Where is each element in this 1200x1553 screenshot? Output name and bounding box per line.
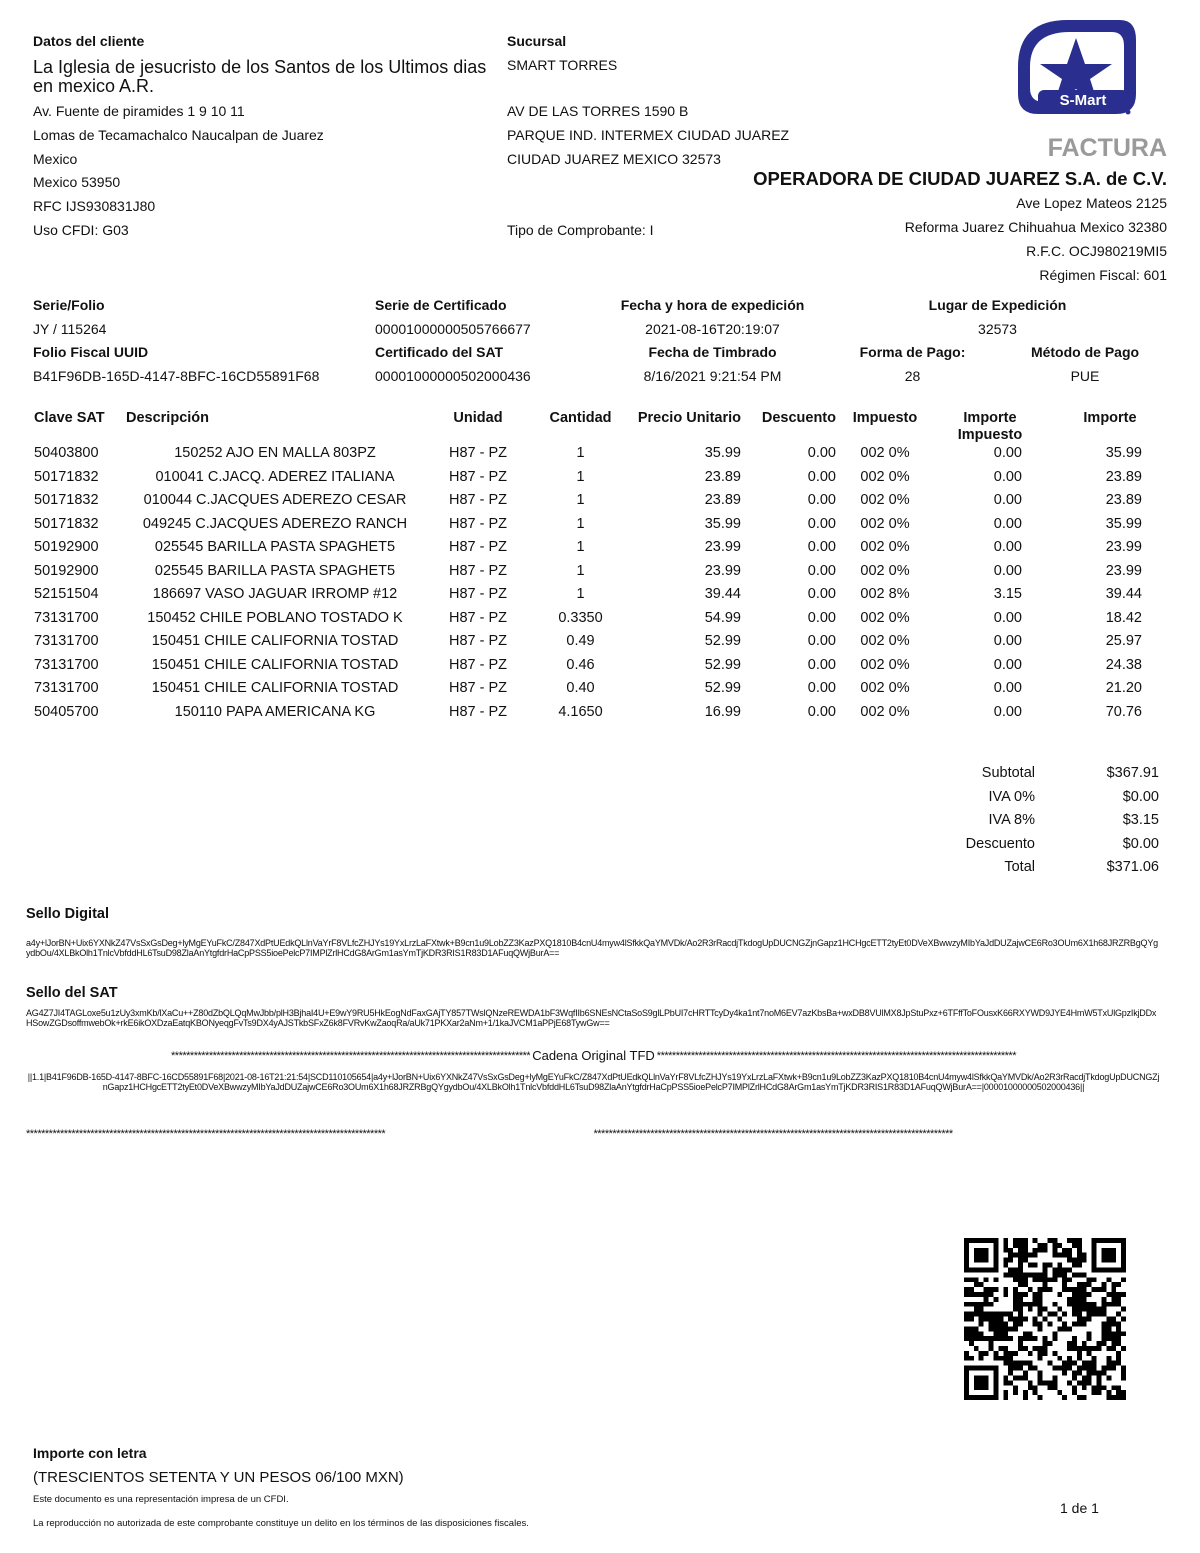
total-label: Descuento [965, 835, 1035, 852]
cell-clave: 50171832 [34, 468, 99, 485]
cell-clave: 73131700 [34, 633, 99, 649]
total-label: IVA 8% [988, 812, 1035, 828]
total-row [900, 787, 1165, 811]
cell-clave: 50403800 [34, 445, 99, 461]
col-importe-impuesto: Importe Impuesto [957, 410, 1023, 443]
uuid-label: Folio Fiscal UUID [33, 344, 149, 360]
cell-clave: 50192900 [34, 539, 99, 555]
cell-descuento: 0.00 [807, 515, 836, 532]
cell-descuento: 0.00 [807, 703, 836, 720]
issuer-rfc: R.F.C. OCJ980219MI5 [1026, 243, 1167, 259]
issuer-name: OPERADORA DE CIUDAD JUAREZ S.A. de C.V. [753, 168, 1167, 189]
cell-descuento: 0.00 [807, 609, 836, 626]
cell-importe: 18.42 [1105, 609, 1142, 626]
table-row [30, 634, 1170, 658]
cell-descuento: 0.00 [807, 468, 836, 485]
cell-cantidad: 0.46 [566, 656, 595, 673]
metodo-pago-value: PUE [1070, 368, 1100, 384]
total-row [900, 763, 1165, 787]
cert-sat-label: Certificado del SAT [375, 344, 504, 360]
logo-text: S-Mart [1059, 92, 1107, 109]
cell-importe-impuesto: 0.00 [993, 515, 1022, 532]
cell-impuesto: 002 8% [860, 586, 910, 602]
total-row [900, 810, 1165, 834]
cell-precio: 52.99 [704, 656, 741, 673]
client-heading: Datos del cliente [33, 33, 145, 49]
cell-impuesto: 002 0% [860, 609, 910, 626]
cell-descuento: 0.00 [807, 586, 836, 602]
cell-importe-impuesto: 0.00 [993, 445, 1022, 461]
cell-descuento: 0.00 [807, 445, 836, 461]
table-row [30, 493, 1170, 517]
cell-precio: 52.99 [704, 633, 741, 649]
client-country: Mexico [33, 151, 78, 167]
cell-impuesto: 002 0% [860, 515, 910, 532]
table-row [30, 705, 1170, 729]
cell-descuento: 0.00 [807, 562, 836, 579]
cell-descripcion: 150451 CHILE CALIFORNIA TOSTAD [151, 656, 399, 673]
importe-letra-label: Importe con letra [33, 1445, 147, 1461]
branch-address3: CIUDAD JUAREZ MEXICO 32573 [507, 151, 721, 167]
cell-impuesto: 002 0% [860, 539, 910, 555]
lugar-value: 32573 [978, 321, 1017, 337]
cfdi-note: Este documento es una representación impresa de un CFDI. [33, 1494, 289, 1505]
timbrado-value: 8/16/2021 9:21:54 PM [643, 368, 782, 384]
sello-digital-text: a4y+lJorBN+Uix6YXNkZ47VsSxGsDeg+lyMgEYuFkC/Z847XdPtUEdkQLlnVaYrF8VLfcZHJYs19YxLrzLaFXtwk+B9cn1u9LobZZ3KazPXQ1810B4cnU4myw4lSfkkQaYMVDk/Ao2R3rRacdjTkdogUpDUCNGZjnGapz1HCHgcETT2tyEt0DVeXBwwzyMIbYaJdDUZajwCE6Ro3OUm6X1h68JRZRBgQYgydbOu/4XLBkOlh1TnlcVbfddHL6TsuD98ZlaAnYtgfdrHaCpPSS5ioePelcP7IMPlZrlHCdG8ArGm1asYmTjKDR3RIS1R83D1AFuqQWjBurA== [26, 938, 1158, 958]
cell-precio: 23.99 [704, 539, 741, 555]
cell-unidad: H87 - PZ [448, 703, 507, 720]
cadena-footer [26, 1128, 1161, 1140]
cell-clave: 73131700 [34, 609, 99, 626]
cell-precio: 54.99 [704, 609, 741, 626]
cell-cantidad: 0.40 [566, 680, 595, 696]
cell-precio: 16.99 [704, 703, 741, 720]
fecha-label: Fecha y hora de expedición [620, 297, 805, 313]
cell-unidad: H87 - PZ [448, 633, 507, 649]
table-row [30, 611, 1170, 635]
page-number: 1 de 1 [1060, 1500, 1099, 1516]
cadena-label: Cadena Original TFD [532, 1048, 655, 1063]
total-row [900, 857, 1165, 881]
cell-importe-impuesto: 0.00 [993, 468, 1022, 485]
cell-clave: 50171832 [34, 515, 99, 532]
cell-impuesto: 002 0% [860, 703, 910, 720]
table-row [30, 564, 1170, 588]
cadena-header [26, 1048, 1161, 1063]
cell-importe: 23.99 [1105, 539, 1142, 555]
cell-descuento: 0.00 [807, 539, 836, 555]
cell-importe-impuesto: 0.00 [993, 656, 1022, 673]
client-name: La Iglesia de jesucristo de los Santos de los Ultimos dias en mexico A.R. [33, 57, 487, 96]
cell-impuesto: 002 0% [860, 656, 910, 673]
lugar-label: Lugar de Expedición [928, 297, 1067, 313]
cell-cantidad: 0.49 [566, 633, 595, 649]
cell-importe-impuesto: 0.00 [993, 609, 1022, 626]
total-label: Total [1004, 859, 1035, 875]
serie-folio-value: JY / 115264 [33, 321, 107, 337]
cell-importe-impuesto: 0.00 [993, 562, 1022, 579]
cell-importe: 23.89 [1105, 492, 1142, 508]
cell-cantidad: 1 [576, 539, 585, 555]
client-address2: Lomas de Tecamachalco Naucalpan de Juarez [33, 127, 324, 143]
cert-label: Serie de Certificado [375, 297, 507, 313]
cell-descripcion: 150451 CHILE CALIFORNIA TOSTAD [151, 680, 399, 696]
cell-precio: 23.89 [704, 492, 741, 508]
cell-descuento: 0.00 [807, 656, 836, 673]
cell-precio: 35.99 [704, 445, 741, 461]
cell-importe-impuesto: 0.00 [993, 492, 1022, 508]
cell-importe-impuesto: 3.15 [993, 586, 1022, 602]
stars-left: *********************************************************************************************** [171, 1049, 531, 1062]
cert-sat-value: 00001000000502000436 [375, 368, 531, 384]
col-precio: Precio Unitario [637, 410, 741, 426]
cell-unidad: H87 - PZ [448, 680, 507, 696]
total-label: IVA 0% [988, 788, 1035, 805]
importe-letra-value: (TRESCIENTOS SETENTA Y UN PESOS 06/100 MXN) [33, 1469, 404, 1486]
cell-descripcion: 049245 C.JACQUES ADEREZO RANCH [142, 515, 408, 532]
cell-importe: 25.97 [1105, 633, 1142, 649]
cell-unidad: H87 - PZ [448, 562, 507, 579]
client-address1: Av. Fuente de piramides 1 9 10 11 [33, 103, 245, 119]
fecha-value: 2021-08-16T20:19:07 [645, 321, 780, 337]
qr-code [964, 1238, 1126, 1400]
table-row [30, 540, 1170, 564]
issuer-regimen: Régimen Fiscal: 601 [1039, 267, 1167, 283]
items-header-row [30, 408, 1170, 446]
cell-descripcion: 025545 BARILLA PASTA SPAGHET5 [154, 562, 396, 579]
stars-right: *********************************************************************************************** [656, 1049, 1016, 1062]
cell-cantidad: 4.1650 [558, 703, 603, 720]
total-row [900, 834, 1165, 858]
cell-cantidad: 1 [576, 492, 585, 508]
branch-address1: AV DE LAS TORRES 1590 B [507, 103, 689, 119]
total-value: $367.91 [1106, 765, 1159, 781]
serie-folio-label: Serie/Folio [33, 297, 105, 313]
col-impuesto: Impuesto [852, 410, 918, 426]
cell-importe: 24.38 [1105, 656, 1142, 673]
cell-impuesto: 002 0% [860, 633, 910, 649]
sello-sat-text: AG4Z7JI4TAGLoxe5u1zUy3xmKb/lXaCu++Z80dZbQLQqMwJbb/plH3BjhaI4U+E9wY9RU5HkEogNdFaxGAjTY857TWslQNzeREWDA1bF3WqfIIb6SNEsNCtaSoS9glLPbUI7cHRTTcyDy4ka1nt7noM6EV7azKbsBa+wxDB8VUlMX8JpStuPxz+6TFffToFOusxK66RXYWD9JYE4HmW5TxUlGpzIkjDDxHSowZGDsoffmwebOk+rkE6ikOXDzaEatqKBONyeqgFvTs9DX4yAJSTkbSFxZ6k8FVRvKwZaoqRa/aUk71PKXar2aNm+1/1kaJVCM1aPPjE68TywGw== [26, 1008, 1157, 1028]
cadena-text: ||1.1|B41F96DB-165D-4147-8BFC-16CD55891F68|2021-08-16T21:21:54|SCD110105654|a4y+lJorBN+Uix6YXNkZ47VsSxGsDeg+lyMgEYuFkC/Z847XdPtUEdkQLlnVaYrF8VLfcZHJYs19YxLrzLaFXtwk+B9cn1u9LobZZ3KazPXQ1810B4cnU4myw4lSfkkQaYMVDk/Ao2R3rRacdjTkdogUpDUCNGZjnGapz1HCHgcETT2tyEt0DVeXBwwzyMIbYaJdDUZajwCE6Ro3OUm6X1h68JRZRBgQYgydbOu/4XLBkOlh1TnlcVbfddHL6TsuD98ZlaAnYtgfdrHaCpPSS5ioePelcP7IMPlZrlHCdG8ArGm1asYmTjKDR3RIS1R83D1AFuqQWjBurA==|00001000000502000436|| [27, 1072, 1160, 1092]
cell-impuesto: 002 0% [860, 562, 910, 579]
metodo-pago-label: Método de Pago [1030, 344, 1140, 360]
sello-digital-label: Sello Digital [26, 906, 109, 922]
stars-bottom-right: *********************************************************************************************** [593, 1128, 953, 1140]
cell-descripcion: 150110 PAPA AMERICANA KG [174, 703, 376, 720]
cell-importe: 35.99 [1105, 515, 1142, 532]
cell-descripcion: 186697 VASO JAGUAR IRROMP #12 [152, 586, 398, 602]
col-descripcion: Descripción [126, 410, 209, 426]
cell-unidad: H87 - PZ [448, 609, 507, 626]
cell-importe: 35.99 [1105, 445, 1142, 461]
legal-note: La reproducción no autorizada de este comprobante constituye un delito en los términos de las disposiciones fiscales. [33, 1518, 529, 1529]
forma-pago-label: Forma de Pago: [859, 344, 966, 360]
cell-precio: 23.89 [704, 468, 741, 485]
doc-type-label: FACTURA [1047, 134, 1167, 162]
total-value: $0.00 [1122, 788, 1159, 805]
total-label: Subtotal [981, 765, 1035, 781]
cell-descripcion: 150252 AJO EN MALLA 803PZ [174, 445, 376, 461]
client-uso-cfdi: Uso CFDI: G03 [33, 222, 129, 238]
table-row [30, 517, 1170, 541]
forma-pago-value: 28 [904, 368, 921, 384]
cell-importe: 21.20 [1105, 680, 1142, 696]
branch-address2: PARQUE IND. INTERMEX CIUDAD JUAREZ [507, 127, 790, 143]
cell-importe: 23.99 [1105, 562, 1142, 579]
cell-impuesto: 002 0% [860, 680, 910, 696]
col-descuento: Descuento [761, 410, 836, 426]
table-row [30, 446, 1170, 470]
cell-unidad: H87 - PZ [448, 586, 507, 602]
cell-clave: 73131700 [34, 656, 99, 673]
smart-logo [1008, 12, 1140, 122]
total-value: $0.00 [1122, 835, 1159, 852]
cell-impuesto: 002 0% [860, 468, 910, 485]
cell-descripcion: 150451 CHILE CALIFORNIA TOSTAD [151, 633, 399, 649]
cell-descripcion: 150452 CHILE POBLANO TOSTADO K [147, 609, 403, 626]
branch-name: SMART TORRES [507, 57, 618, 73]
client-rfc: RFC IJS930831J80 [33, 198, 156, 214]
cell-cantidad: 1 [576, 586, 585, 602]
totals-block [900, 763, 1165, 881]
cell-importe: 23.89 [1105, 468, 1142, 485]
cell-impuesto: 002 0% [860, 492, 910, 508]
sello-sat-label: Sello del SAT [26, 985, 118, 1001]
cell-clave: 50192900 [34, 562, 99, 579]
tipo-comprobante: Tipo de Comprobante: I [507, 222, 654, 238]
table-row [30, 587, 1170, 611]
total-value: $3.15 [1122, 812, 1159, 828]
col-importe: Importe [1083, 410, 1137, 426]
cell-cantidad: 1 [576, 562, 585, 579]
cert-value: 00001000000505766677 [375, 321, 531, 337]
client-city: Mexico 53950 [33, 174, 121, 190]
col-clave: Clave SAT [34, 410, 105, 426]
cell-clave: 50405700 [34, 703, 99, 720]
cell-precio: 52.99 [704, 680, 741, 696]
col-unidad: Unidad [453, 410, 503, 426]
issuer-address2: Reforma Juarez Chihuahua Mexico 32380 [904, 219, 1167, 235]
cell-unidad: H87 - PZ [448, 468, 507, 485]
cell-unidad: H87 - PZ [448, 656, 507, 673]
cell-importe-impuesto: 0.00 [993, 539, 1022, 555]
total-value: $371.06 [1106, 859, 1159, 875]
cell-precio: 35.99 [704, 515, 741, 532]
cell-importe: 39.44 [1105, 586, 1142, 602]
cell-cantidad: 0.3350 [558, 609, 603, 626]
cell-cantidad: 1 [576, 515, 585, 532]
cell-impuesto: 002 0% [860, 445, 910, 461]
cell-clave: 52151504 [34, 586, 99, 602]
table-row [30, 681, 1170, 705]
cell-unidad: H87 - PZ [448, 492, 507, 508]
cell-unidad: H87 - PZ [448, 445, 507, 461]
col-cantidad: Cantidad [549, 410, 612, 426]
cell-importe-impuesto: 0.00 [993, 703, 1022, 720]
uuid-value: B41F96DB-165D-4147-8BFC-16CD55891F68 [33, 368, 320, 384]
branch-heading: Sucursal [507, 33, 567, 49]
cell-unidad: H87 - PZ [448, 515, 507, 532]
items-table [30, 408, 1170, 728]
cell-descuento: 0.00 [807, 680, 836, 696]
timbrado-label: Fecha de Timbrado [648, 344, 777, 360]
cell-clave: 50171832 [34, 492, 99, 508]
cell-importe: 70.76 [1105, 703, 1142, 720]
cell-descripcion: 010044 C.JACQUES ADEREZO CESAR [143, 492, 407, 508]
cell-precio: 23.99 [704, 562, 741, 579]
table-row [30, 470, 1170, 494]
cell-descuento: 0.00 [807, 492, 836, 508]
cell-descuento: 0.00 [807, 633, 836, 649]
stars-bottom-left: *********************************************************************************************** [26, 1128, 386, 1140]
cell-descripcion: 010041 C.JACQ. ADEREZ ITALIANA [155, 468, 395, 485]
cell-cantidad: 1 [576, 468, 585, 485]
cell-importe-impuesto: 0.00 [993, 633, 1022, 649]
cell-cantidad: 1 [576, 445, 585, 461]
cell-descripcion: 025545 BARILLA PASTA SPAGHET5 [154, 539, 396, 555]
table-row [30, 658, 1170, 682]
cell-clave: 73131700 [34, 680, 99, 696]
issuer-address1: Ave Lopez Mateos 2125 [1016, 195, 1167, 211]
cell-precio: 39.44 [704, 586, 741, 602]
cell-importe-impuesto: 0.00 [993, 680, 1022, 696]
cell-unidad: H87 - PZ [448, 539, 507, 555]
